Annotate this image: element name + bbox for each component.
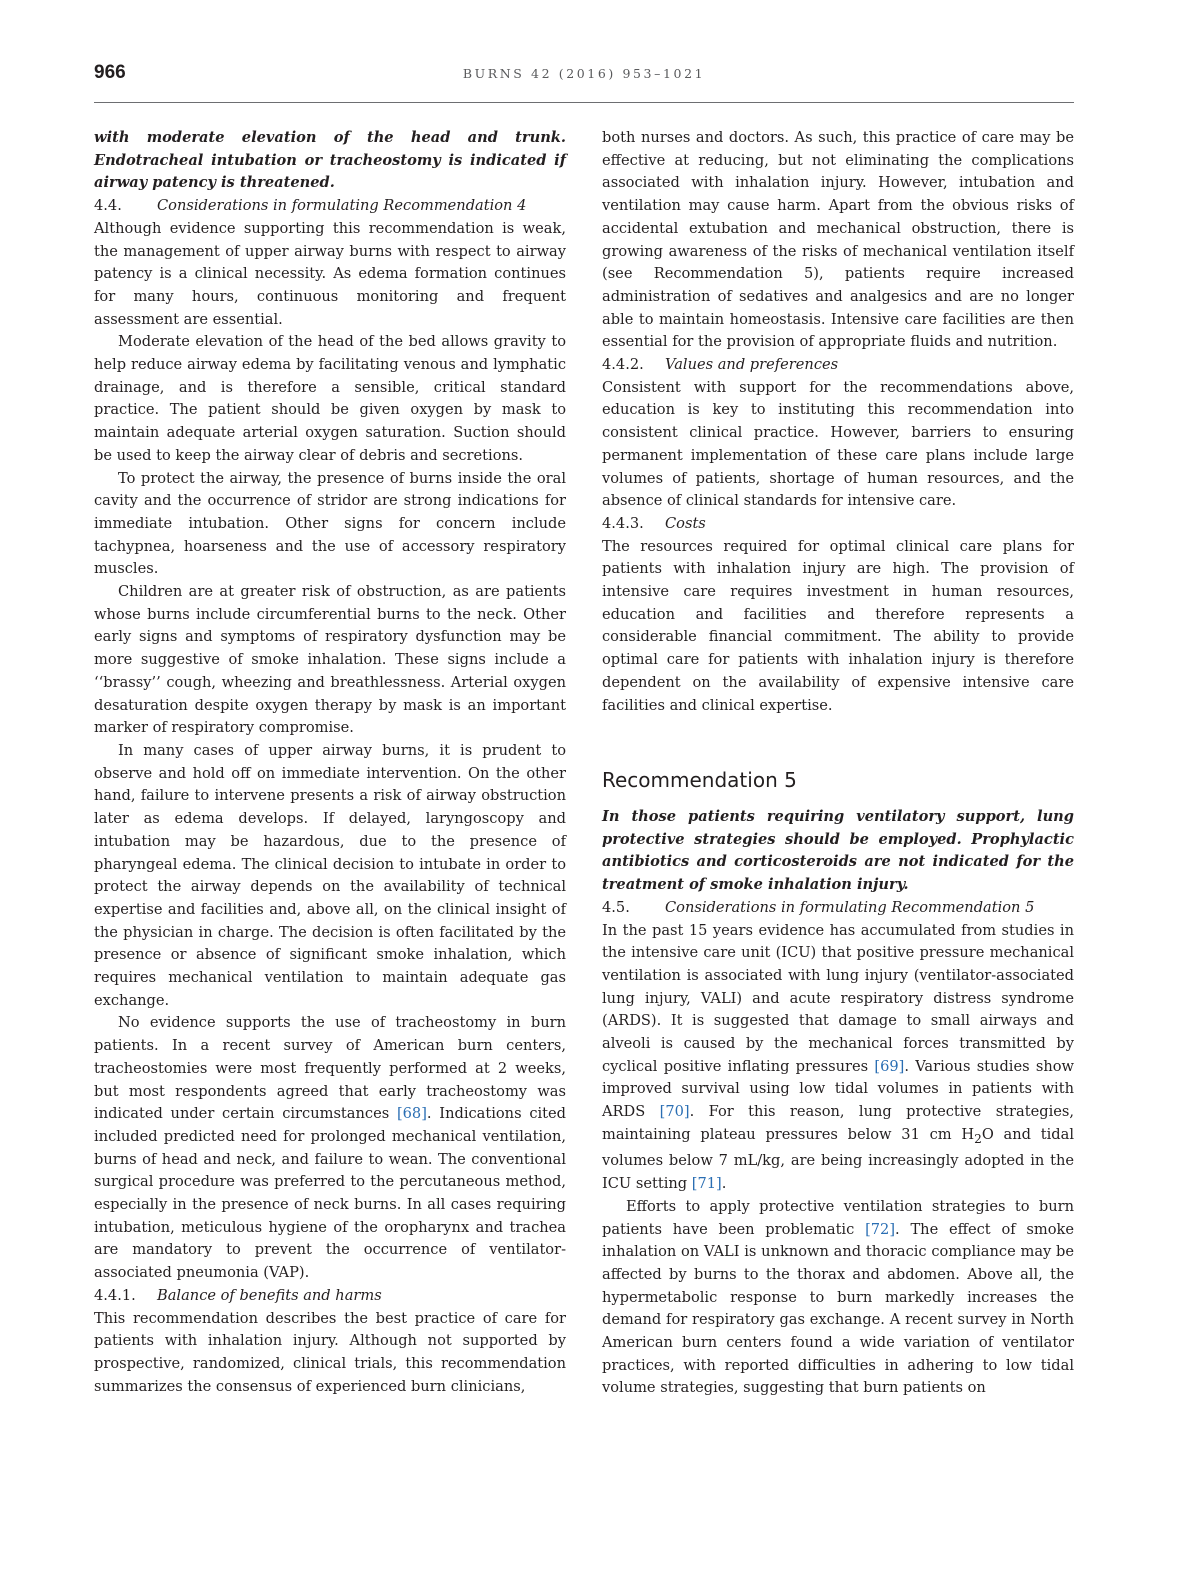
reference-link[interactable]: [71] [691, 1175, 722, 1193]
section-number: 4.4.3. [602, 514, 644, 532]
section-title: Costs [665, 514, 706, 532]
section-4-4-1-heading [94, 1285, 566, 1308]
paragraph: In many cases of upper airway burns, it is prudent to observe and hold off on immediate intervention. On the other hand, failure to intervene presents a risk of airway obstruction later as edema develops. If delayed, laryngoscopy and intubation may be hazardous, due to the presence of pharyngeal edema. The clinical decision to intubate in order to protect the airway depends on the availability of technical expertise and facilities and, above all, on the clinical insight of the physician in charge. The decision is often facilitated by the presence or absence of significant smoke inhalation, which requires mechanical ventilation to maintain adequate gas exchange. [94, 741, 566, 1009]
reference-link[interactable]: [72] [865, 1220, 896, 1238]
paragraph: The resources required for optimal clinical care plans for patients with inhalation injury are high. The provision of intensive care requires investment in human resources, education and facilities and therefore represents a considerable financial commitment. The ability to provide optimal care for patients with inhalation injury is therefore dependent on the availability of expensive intensive care facilities and clinical expertise. [602, 537, 1074, 714]
subscript: 2 [974, 1131, 982, 1146]
text-run: . Indications cited included predicted need for prolonged mechanical ventilation, burns of head and neck, and failure to wean. The conventional surgical procedure was preferred to the percutaneous method, especially in the presence of neck burns. In all cases requiring intubation, meticulous hygiene of the oropharynx and trachea are mandatory to prevent the occurrence of ventilator-associated pneumonia (VAP). [94, 1105, 567, 1282]
section-title: Balance of benefits and harms [157, 1286, 382, 1304]
section-title: Considerations in formulating Recommendation 4 [157, 197, 527, 215]
section-number: 4.5. [602, 898, 630, 916]
section-number: 4.4.2. [602, 356, 644, 374]
text-run: In the past 15 years evidence has accumulated from studies in the intensive care unit (ICU) that positive pressure mechanical ventilation is associated with lung injury (ventilator-associated lung injury, VALI) and acute respiratory distress syndrome (ARDS). It is suggested that damage to small airways and alveoli is caused by the mechanical forces transmitted by cyclical positive inflating pressures [602, 921, 1074, 1075]
text-run: Efforts to apply protective ventilation strategies to burn patients have been problematic [602, 1197, 1074, 1238]
reference-link[interactable]: [68] [396, 1105, 427, 1123]
section-title: Considerations in formulating Recommendation 5 [665, 898, 1035, 916]
section-number: 4.4. [94, 197, 122, 215]
paragraph: Moderate elevation of the head of the bed allows gravity to help reduce airway edema by facilitating venous and lymphatic drainage, and is therefore a sensible, critical standard practice. The patient should be given oxygen by mask to maintain adequate arterial oxygen saturation. Suction should be used to keep the airway clear of debris and secretions. [94, 333, 566, 464]
page-header [94, 62, 1074, 103]
paragraph: Consistent with support for the recommendations above, education is key to instituting this recommendation into consistent clinical practice. However, barriers to ensuring permanent implementation of these care plans include large volumes of patients, shortage of human resources, and the absence of clinical standards for intensive care. [602, 378, 1074, 510]
paragraph: Children are at greater risk of obstruction, as are patients whose burns include circumferential burns to the neck. Other early signs and symptoms of respiratory dysfunction may be more suggestive of smoke inhalation. These signs include a ‘‘brassy’’ cough, wheezing and breathlessness. Arterial oxygen desaturation despite oxygen therapy by mask is an important marker of respiratory compromise. [94, 583, 566, 737]
paragraph [602, 1196, 1074, 1400]
page-number: 966 [94, 62, 126, 83]
text-run: . [721, 1175, 727, 1193]
paragraph [94, 1012, 566, 1284]
text-run: O and tidal volumes below 7 mL/kg, are being increasingly adopted in the ICU setting [602, 1125, 1074, 1193]
paragraph: both nurses and doctors. As such, this practice of care may be effective at reducing, but not eliminating the complications associated with inhalation injury. However, intubation and ventilation may cause harm. Apart from the obvious risks of accidental extubation and mechanical obstruction, there is growing awareness of the risks of mechanical ventilation itself (see Recommendation 5), patients require increased administration of sedatives and analgesics and are no longer able to maintain homeostasis. Intensive care facilities are then essential for the provision of appropriate fluids and nutrition. [602, 129, 1074, 351]
section-title: Values and preferences [665, 356, 839, 374]
section-4-5-heading [602, 897, 1074, 920]
section-number: 4.4.1. [94, 1286, 136, 1304]
section-4-4-heading [94, 195, 566, 218]
journal-citation: BURNS 42 (2016) 953–1021 [462, 66, 706, 81]
text-run: No evidence supports the use of tracheostomy in burn patients. In a recent survey of American burn centers, tracheostomies were most frequently performed at 2 weeks, but most respondents agreed that early tracheostomy was indicated under certain circumstances [94, 1014, 566, 1123]
section-4-4-2-heading [602, 354, 1074, 377]
paragraph: This recommendation describes the best practice of care for patients with inhalation injury. Although not supported by prospective, randomized, clinical trials, this recommendation summarizes the consensus of experienced burn clinicians, [94, 1309, 566, 1395]
recommendation-4-continuation: with moderate elevation of the head and trunk. Endotracheal intubation or tracheostomy is indicated if airway patency is threatened. [94, 129, 566, 192]
paragraph: To protect the airway, the presence of burns inside the oral cavity and the occurrence of stridor are strong indications for immediate intubation. Other signs for concern include tachypnea, hoarseness and the use of accessory respiratory muscles. [94, 469, 566, 578]
section-4-4-3-heading [602, 513, 1074, 536]
reference-link[interactable]: [70] [659, 1103, 690, 1121]
right-column [602, 127, 1074, 1400]
left-column [94, 127, 566, 1398]
recommendation-5-title: Recommendation 5 [602, 768, 797, 793]
paragraph: Although evidence supporting this recommendation is weak, the management of upper airway burns with respect to airway patency is a clinical necessity. As edema formation continues for many hours, continuous monitoring and frequent assessment are essential. [94, 219, 566, 328]
text-run: . For this reason, lung protective strategies, maintaining plateau pressures below 31 cm H [602, 1103, 1074, 1143]
text-run: . The effect of smoke inhalation on VALI is unknown and thoracic compliance may be affected by burns to the thorax and abdomen. Above all, the hypermetabolic response to burn markedly increases the demand for respiratory gas exchange. A recent survey in North American burn centers found a wide variation of ventilator practices, with reported difficulties in adhering to low tidal volume strategies, suggesting that burn patients on [602, 1220, 1074, 1397]
recommendation-5-text: In those patients requiring ventilatory support, lung protective strategies should be employed. Prophylactic antibiotics and corticosteroids are not indicated for the treatment of smoke inhalation injury. [602, 807, 1074, 894]
reference-link[interactable]: [69] [874, 1057, 905, 1075]
text-run: . Various studies show improved survival using low tidal volumes in patients with ARDS [602, 1057, 1074, 1121]
paragraph [602, 920, 1074, 1196]
